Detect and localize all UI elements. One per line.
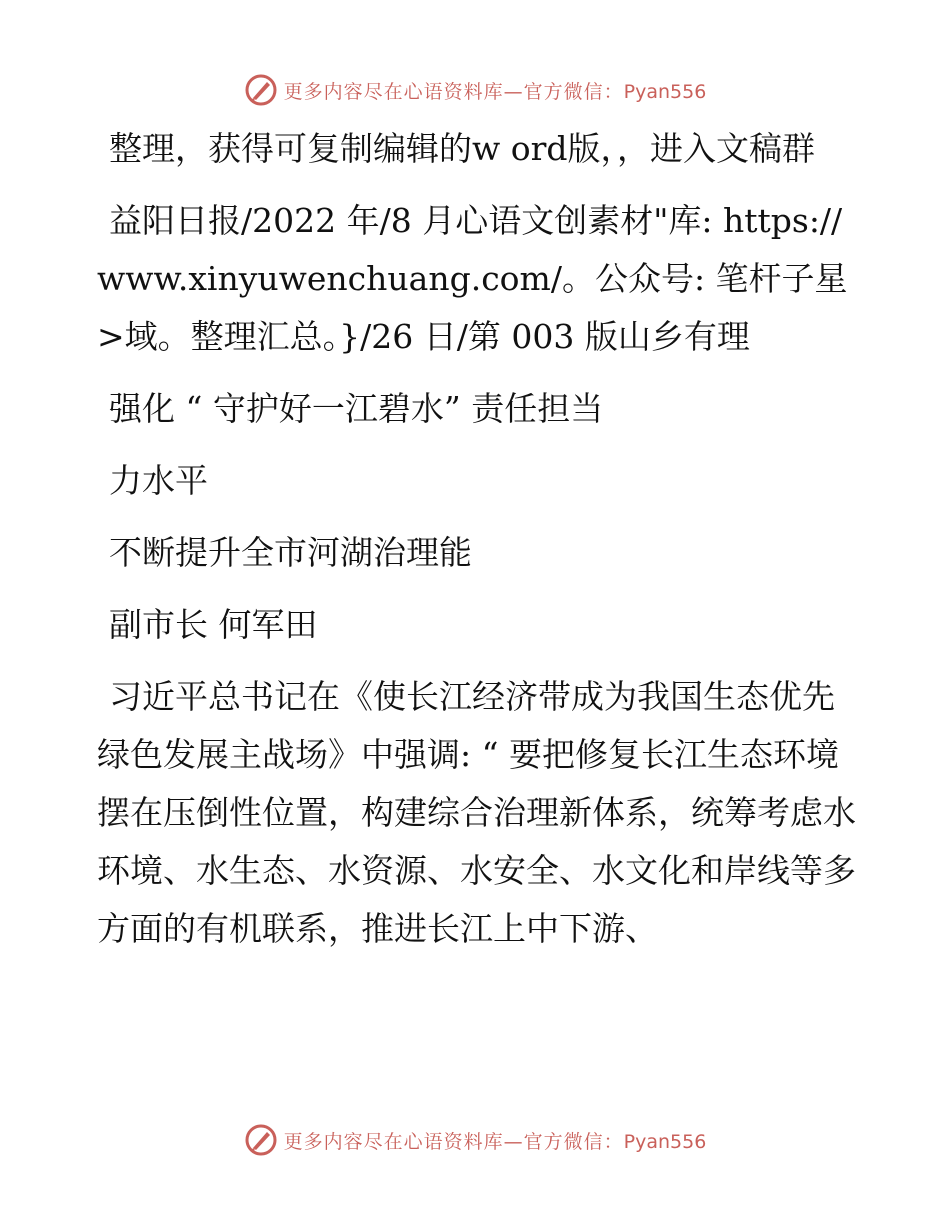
quill-pen-logo-icon bbox=[244, 1123, 278, 1157]
header-watermark bbox=[0, 70, 950, 110]
paragraph: 习近平总书记在《使长江经济带成为我国生态优先绿色发展主战场》中强调: “ 要把修复长江生态环境摆在压倒性位置，构建综合治理新体系，统筹考虑水环境、水生态、水资源、水安全、水文化和岸线等多方面的有机联系，推进长江上中下游、 bbox=[97, 677, 856, 948]
author-line: 副市长 何军田 bbox=[109, 605, 318, 644]
paragraph: 整理，获得可复制编辑的w ord版，，进入文稿群 bbox=[109, 129, 816, 168]
heading-line: 不断提升全市河湖治理能 bbox=[109, 533, 472, 572]
watermark-text: 更多内容尽在心语资料库—官方微信：Pyan556 bbox=[283, 80, 707, 103]
watermark-text: 更多内容尽在心语资料库—官方微信：Pyan556 bbox=[283, 1130, 707, 1153]
footer-watermark bbox=[0, 1120, 950, 1160]
document-body bbox=[97, 120, 857, 972]
paragraph: 益阳日报/2022 年/8 月心语文创素材"库: https://www.xinyuwenchuang.com/。公众号: 笔杆子星>域。整理汇总。}/26 日/第 003 版山乡有理 bbox=[97, 201, 848, 356]
quill-pen-logo-icon bbox=[244, 73, 278, 107]
heading-line: 强化 “ 守护好一江碧水” 责任担当 bbox=[109, 389, 604, 428]
heading-line: 力水平 bbox=[109, 461, 208, 500]
